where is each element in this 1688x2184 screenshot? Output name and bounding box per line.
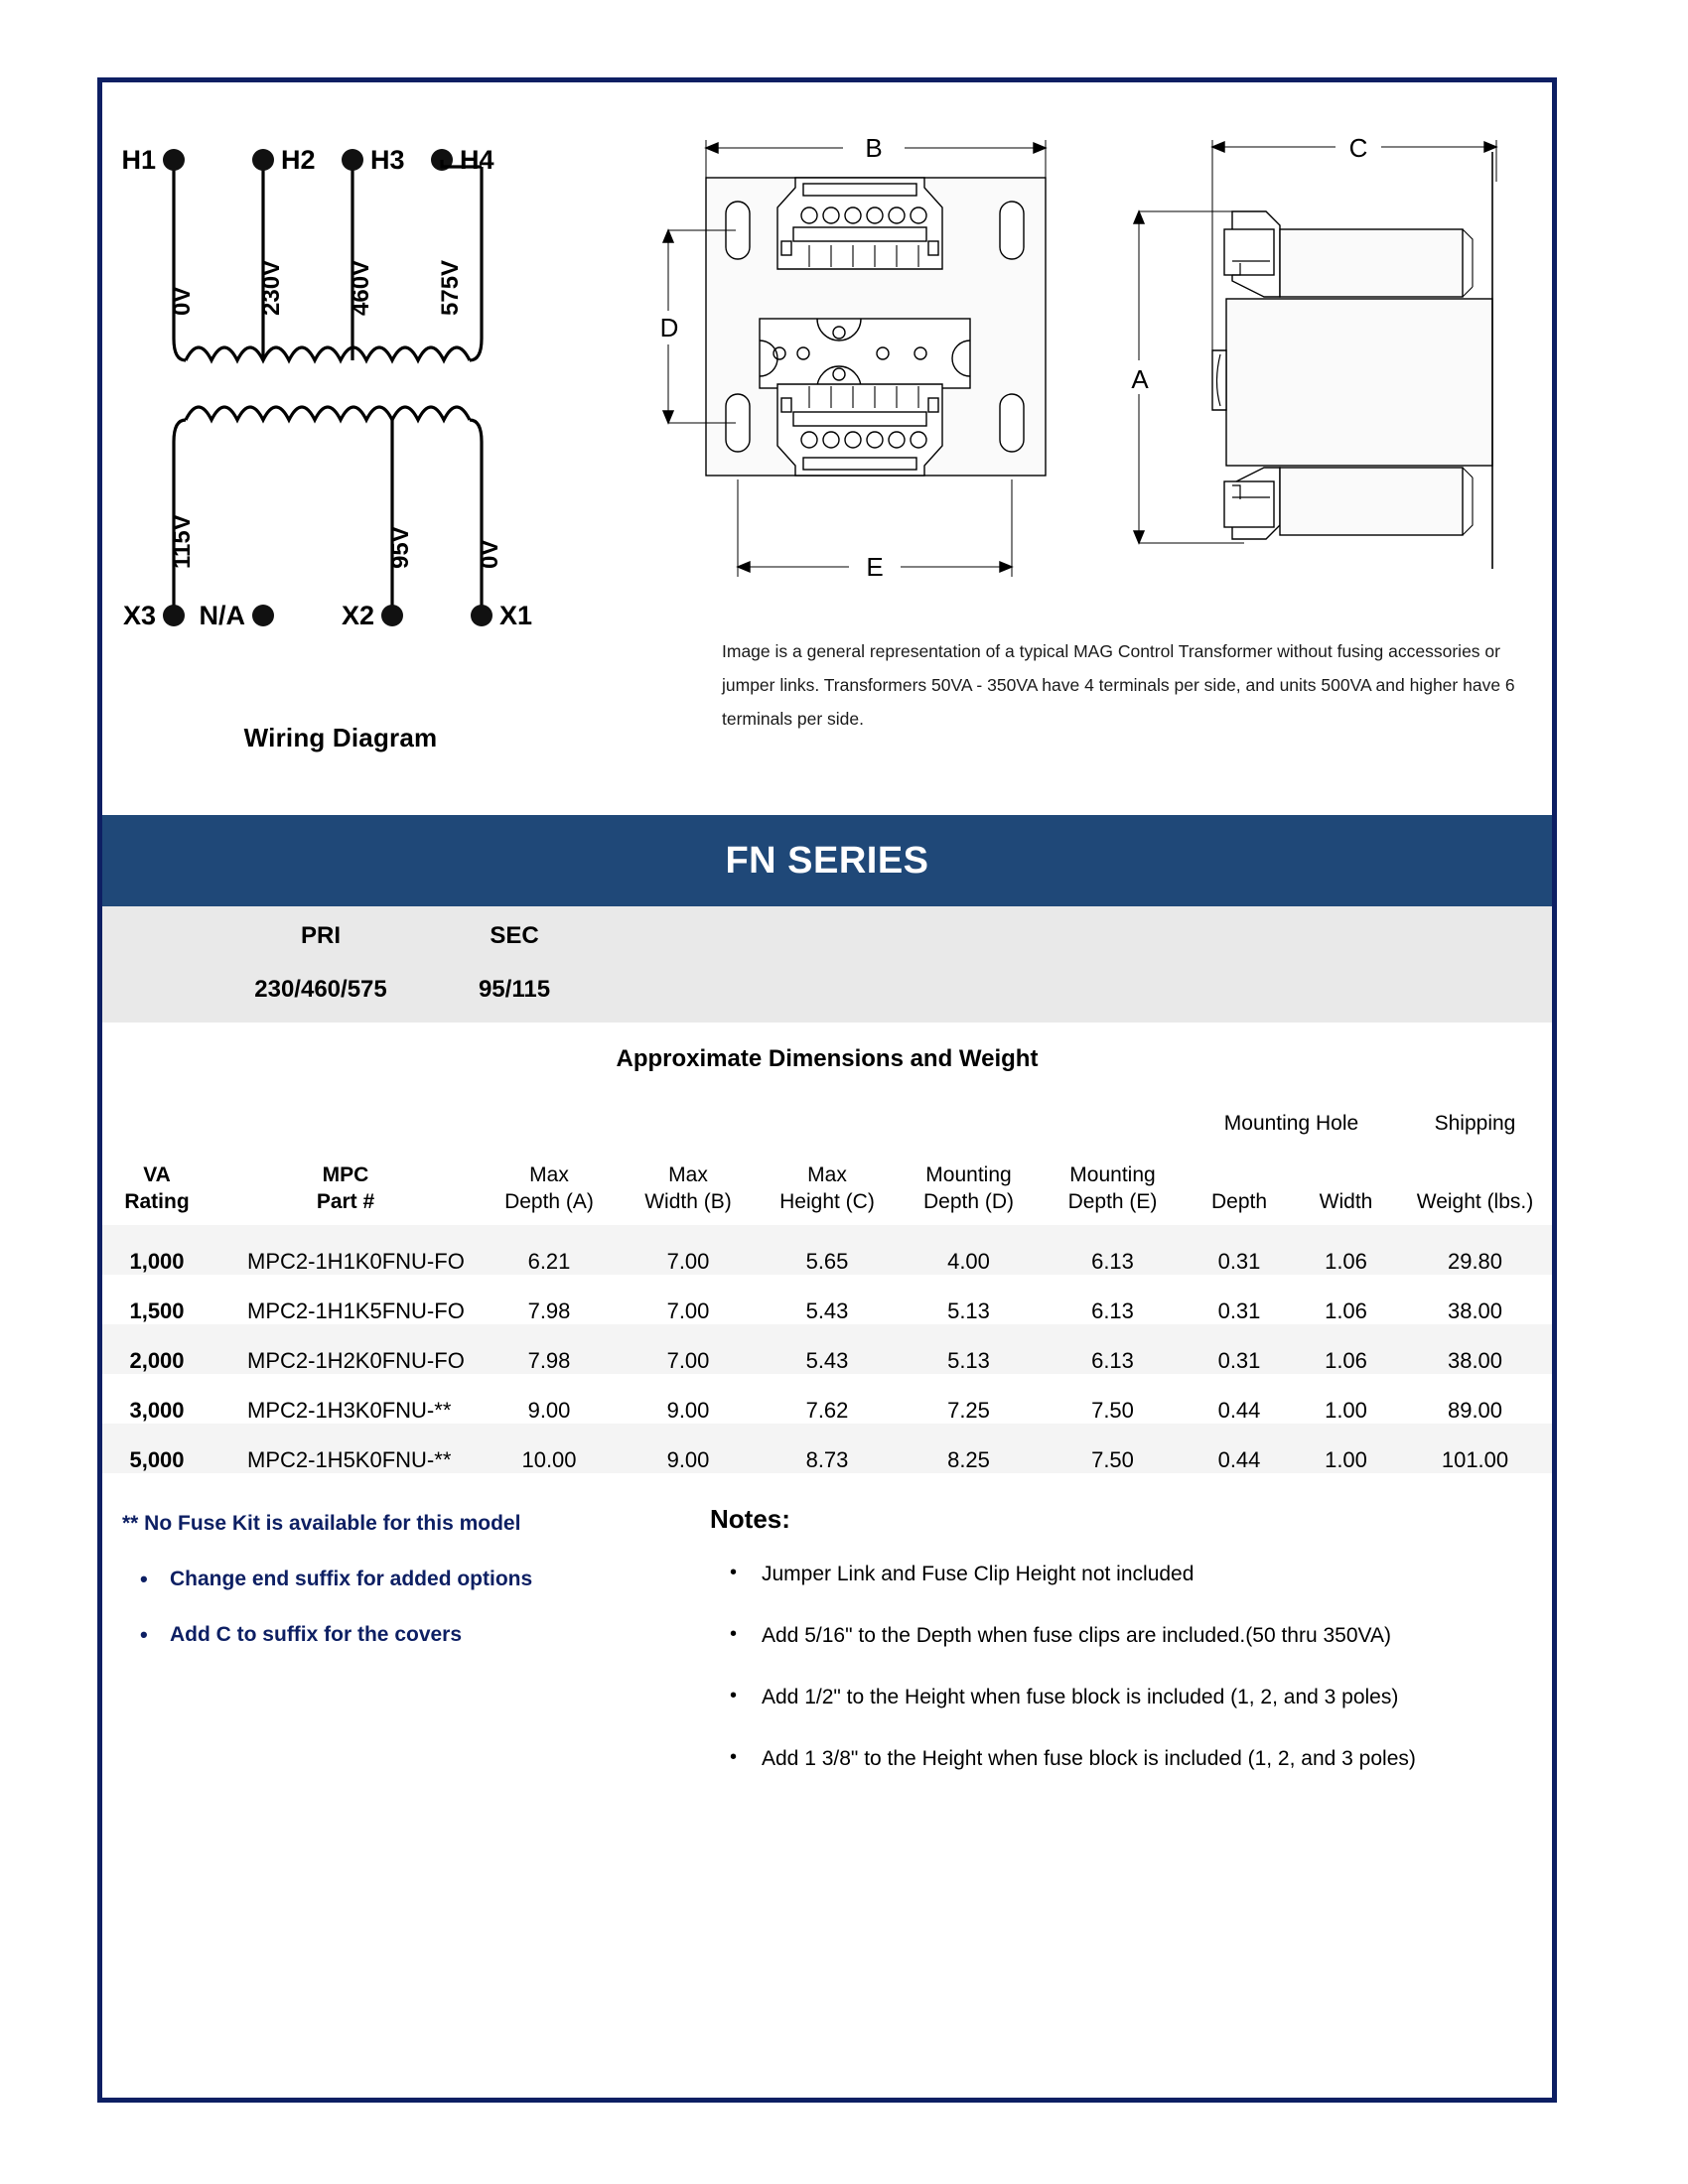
no-fuse-kit-note: ** No Fuse Kit is available for this model [122, 1512, 521, 1535]
col-header-hole-width: Width [1319, 1190, 1373, 1213]
cell-hole-width: 1.06 [1325, 1298, 1367, 1323]
notes-section [710, 1504, 1524, 1807]
cell-max-width: 9.00 [666, 1398, 710, 1423]
cell-max-height: 5.65 [805, 1249, 849, 1274]
cell-max-depth: 10.00 [521, 1447, 577, 1472]
list-item [140, 1622, 678, 1647]
table-row [102, 1225, 1552, 1275]
voltage-label-x2: 95V [387, 526, 414, 569]
bullet-icon: • [140, 1567, 148, 1591]
datasheet-page [97, 77, 1557, 2103]
cell-weight: 101.00 [1441, 1447, 1509, 1472]
cell-hole-width: 1.06 [1325, 1348, 1367, 1373]
transformer-side-view-drawing [1095, 112, 1512, 609]
terminal-label-h4: H4 [460, 145, 494, 175]
cell-weight: 38.00 [1447, 1348, 1503, 1373]
list-item [140, 1567, 678, 1591]
list-item-label: Jumper Link and Fuse Clip Height not included [762, 1563, 1195, 1585]
transformer-front-view-drawing [658, 112, 1075, 609]
list-item-label: Change end suffix for added options [170, 1568, 533, 1590]
options-list [122, 1568, 678, 1647]
dimension-label-e: E [866, 552, 884, 582]
voltage-label-h1: 0V [169, 286, 196, 316]
cell-mpc: MPC2-1H1K5FNU-FO [247, 1298, 465, 1323]
sec-value: 95/115 [478, 976, 551, 1003]
series-title: FN SERIES [725, 839, 929, 882]
voltage-label-h4: 575V [437, 259, 464, 316]
cell-max-depth: 7.98 [527, 1298, 571, 1323]
terminal-dot-x3 [163, 605, 185, 626]
terminal-dot-x2 [381, 605, 403, 626]
terminal-label-h2: H2 [281, 145, 316, 175]
cell-mount-depth-d: 8.25 [947, 1447, 990, 1472]
cell-hole-depth: 0.31 [1217, 1249, 1261, 1274]
pri-label: PRI [300, 922, 341, 949]
bullet-icon: • [730, 1746, 738, 1768]
cell-max-height: 7.62 [805, 1398, 849, 1423]
bullet-icon: • [140, 1622, 148, 1647]
cell-weight: 29.80 [1447, 1249, 1503, 1274]
cell-mpc: MPC2-1H2K0FNU-FO [247, 1348, 465, 1373]
cell-va: 1,500 [129, 1298, 185, 1323]
cell-mpc: MPC2-1H5K0FNU-** [247, 1447, 452, 1472]
notes-list [710, 1561, 1524, 1773]
voltage-label-h3: 460V [348, 259, 374, 316]
cell-mount-depth-e: 7.50 [1091, 1447, 1134, 1472]
cell-max-height: 5.43 [805, 1298, 849, 1323]
notes-title: Notes: [710, 1504, 790, 1534]
cell-max-depth: 7.98 [527, 1348, 571, 1373]
dimension-label-a: A [1131, 364, 1149, 394]
terminal-dot-h1 [163, 149, 185, 171]
cell-hole-width: 1.06 [1325, 1249, 1367, 1274]
voltage-label-x3: 115V [169, 514, 196, 569]
cell-mount-depth-d: 5.13 [947, 1298, 990, 1323]
terminal-label-x2: X2 [341, 601, 374, 630]
group-header-mounting-hole: Mounting Hole [1223, 1112, 1359, 1135]
cell-mount-depth-d: 5.13 [947, 1348, 990, 1373]
cell-hole-depth: 0.31 [1217, 1298, 1261, 1323]
col-header-mounting-depth-d: Mounting Depth (D) [922, 1163, 1015, 1213]
pri-value: 230/460/575 [254, 976, 387, 1003]
terminal-dot-h2 [252, 149, 274, 171]
dimension-label-c: C [1348, 133, 1368, 163]
cell-hole-width: 1.00 [1325, 1398, 1367, 1423]
list-item [730, 1561, 1524, 1588]
list-item-label: Add 5/16" to the Depth when fuse clips are included.(50 thru 350VA) [762, 1624, 1391, 1647]
table-row [102, 1424, 1552, 1473]
cell-max-width: 9.00 [666, 1447, 710, 1472]
list-item [730, 1622, 1524, 1650]
col-header-va: VA Rating [124, 1163, 190, 1213]
table-row [102, 1374, 1552, 1424]
cell-max-height: 8.73 [805, 1447, 849, 1472]
cell-hole-depth: 0.44 [1217, 1447, 1261, 1472]
cell-mount-depth-e: 7.50 [1091, 1398, 1134, 1423]
bullet-icon: • [730, 1562, 738, 1583]
col-header-max-width-b: Max Width (B) [644, 1163, 732, 1213]
cell-va: 2,000 [129, 1348, 185, 1373]
cell-max-depth: 9.00 [527, 1398, 571, 1423]
diagram-area [102, 82, 1558, 817]
options-notes [122, 1512, 678, 1679]
wiring-diagram-caption: Wiring Diagram [243, 723, 438, 752]
col-header-hole-depth: Depth [1210, 1190, 1268, 1213]
cell-mpc: MPC2-1H1K0FNU-FO [247, 1249, 465, 1274]
table-row [102, 1324, 1552, 1374]
group-header-shipping: Shipping [1434, 1112, 1516, 1135]
col-header-mounting-depth-e: Mounting Depth (E) [1067, 1163, 1158, 1213]
bullet-icon: • [730, 1685, 738, 1706]
series-banner [102, 815, 1552, 906]
terminal-dot-h3 [342, 149, 363, 171]
list-item [730, 1684, 1524, 1711]
cell-va: 3,000 [129, 1398, 185, 1423]
terminal-label-x1: X1 [499, 601, 533, 630]
list-item [730, 1745, 1524, 1773]
bullet-icon: • [730, 1623, 738, 1645]
terminal-label-h1: H1 [121, 145, 156, 175]
cell-hole-depth: 0.44 [1217, 1398, 1261, 1423]
voltage-label-h2: 230V [258, 259, 285, 316]
dimensions-table [102, 1090, 1552, 1473]
voltage-label-x1: 0V [477, 539, 503, 569]
wiring-diagram [112, 112, 569, 738]
dimension-label-d: D [659, 313, 679, 342]
cell-max-width: 7.00 [666, 1249, 710, 1274]
col-header-mpc: MPC Part # [316, 1163, 375, 1213]
cell-weight: 89.00 [1447, 1398, 1503, 1423]
cell-hole-width: 1.00 [1325, 1447, 1367, 1472]
cell-mount-depth-d: 4.00 [947, 1249, 990, 1274]
cell-mount-depth-d: 7.25 [947, 1398, 990, 1423]
terminal-label-x3: X3 [122, 601, 156, 630]
table-header-row [102, 1138, 1552, 1225]
voltage-strip [102, 906, 1552, 1023]
cell-max-height: 5.43 [805, 1348, 849, 1373]
list-item-label: Add C to suffix for the covers [170, 1623, 463, 1646]
table-row [102, 1275, 1552, 1324]
drawing-note-text: Image is a general representation of a typical MAG Control Transformer without fusing accessories or jumper links. Transformers 50VA - 350VA have 4 terminals per side, and units 500VA and higher have 6 terminals per side. [722, 641, 1515, 729]
cell-weight: 38.00 [1447, 1298, 1503, 1323]
cell-va: 1,000 [129, 1249, 185, 1274]
cell-max-width: 7.00 [666, 1348, 710, 1373]
group-header-spacer [102, 1090, 1185, 1138]
col-header-max-height-c: Max Height (C) [779, 1163, 875, 1213]
cell-max-depth: 6.21 [527, 1249, 571, 1274]
cell-hole-depth: 0.31 [1217, 1348, 1261, 1373]
cell-mount-depth-e: 6.13 [1091, 1249, 1134, 1274]
list-item-label: Add 1 3/8" to the Height when fuse block is included (1, 2, and 3 poles) [762, 1747, 1416, 1770]
table-title: Approximate Dimensions and Weight [616, 1045, 1039, 1072]
cell-mpc: MPC2-1H3K0FNU-** [247, 1398, 452, 1423]
terminal-dot-x1 [471, 605, 492, 626]
dimension-label-b: B [865, 133, 883, 163]
cell-mount-depth-e: 6.13 [1091, 1348, 1134, 1373]
table-group-header-row [102, 1090, 1552, 1138]
terminal-label-na: N/A [199, 601, 245, 630]
list-item-label: Add 1/2" to the Height when fuse block is included (1, 2, and 3 poles) [762, 1686, 1399, 1708]
cell-va: 5,000 [129, 1447, 185, 1472]
sec-label: SEC [490, 922, 539, 949]
col-header-max-depth-a: Max Depth (A) [504, 1163, 594, 1213]
col-header-shipping-weight: Weight (lbs.) [1416, 1190, 1534, 1213]
cell-mount-depth-e: 6.13 [1091, 1298, 1134, 1323]
cell-max-width: 7.00 [666, 1298, 710, 1323]
terminal-dot-na [252, 605, 274, 626]
terminal-label-h3: H3 [370, 145, 405, 175]
